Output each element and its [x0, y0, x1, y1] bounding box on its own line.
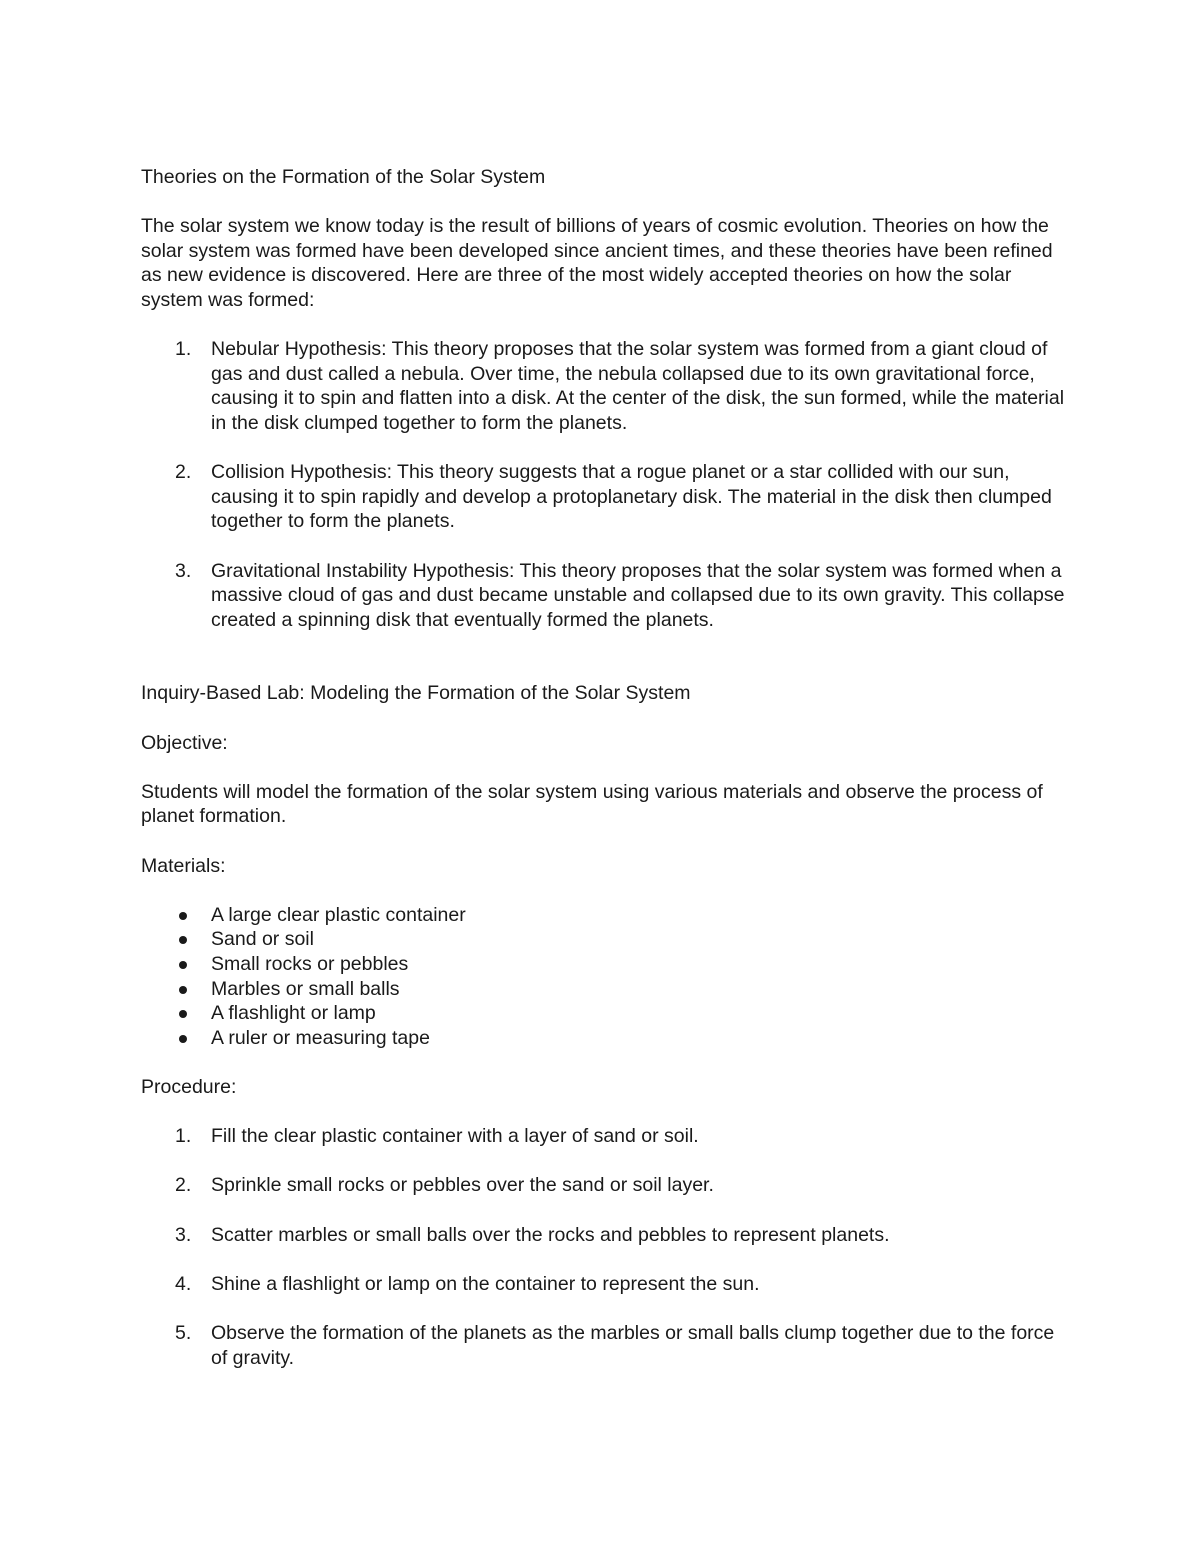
- material-text: A large clear plastic container: [211, 903, 466, 926]
- intro-paragraph: The solar system we know today is the result of billions of years of cosmic evolution. Theories on how the solar system was formed have been developed since ancient times, and these theories have been refined as new evidence is discovered. Here are three of the most widely accepted theories on how the solar system was formed:: [141, 215, 1053, 311]
- material-text: A ruler or measuring tape: [211, 1026, 430, 1049]
- procedure-list: [141, 1124, 1066, 1370]
- lab-title: Inquiry-Based Lab: Modeling the Formation of the Solar System: [141, 682, 691, 705]
- procedure-step: [141, 1272, 1066, 1297]
- procedure-step: [141, 1173, 1066, 1198]
- theory-item: [141, 559, 1066, 633]
- step-text: Fill the clear plastic container with a layer of sand or soil.: [211, 1125, 699, 1148]
- step-text: Shine a flashlight or lamp on the container to represent the sun.: [211, 1272, 760, 1295]
- materials-list: [141, 903, 1066, 1051]
- bullet-icon: [179, 1010, 187, 1018]
- objective-heading: Objective:: [141, 731, 228, 754]
- material-text: A flashlight or lamp: [211, 1002, 376, 1025]
- step-number: 5.: [175, 1321, 192, 1344]
- theory-text: Gravitational Instability Hypothesis: This theory proposes that the solar system was formed when a massive cloud of gas and dust became unstable and collapsed due to its own gravity. This collapse created a spinning disk that eventually formed the planets.: [211, 559, 1065, 631]
- document-page: [141, 165, 1066, 1395]
- material-text: Sand or soil: [211, 928, 314, 951]
- document-title: Theories on the Formation of the Solar System: [141, 166, 546, 188]
- procedure-step: [141, 1124, 1066, 1149]
- bullet-icon: [179, 1035, 187, 1043]
- material-item: [141, 952, 1066, 977]
- material-item: [141, 903, 1066, 928]
- bullet-icon: [179, 986, 187, 994]
- theories-list: [141, 337, 1066, 632]
- theory-number: 3.: [175, 559, 192, 582]
- step-number: 2.: [175, 1174, 192, 1197]
- materials-heading: Materials:: [141, 854, 226, 877]
- bullet-icon: [179, 961, 187, 969]
- procedure-step: [141, 1321, 1066, 1370]
- material-item: [141, 1001, 1066, 1026]
- step-number: 4.: [175, 1272, 192, 1295]
- step-number: 3.: [175, 1223, 192, 1246]
- theory-number: 1.: [175, 338, 192, 361]
- procedure-step: [141, 1223, 1066, 1248]
- theory-text: Collision Hypothesis: This theory suggests that a rogue planet or a star collided with our sun, causing it to spin rapidly and develop a protoplanetary disk. The material in the disk then clumped together to form the planets.: [211, 461, 1052, 533]
- material-text: Small rocks or pebbles: [211, 953, 409, 975]
- theory-item: [141, 337, 1066, 435]
- bullet-icon: [179, 912, 187, 920]
- material-text: Marbles or small balls: [211, 977, 400, 1000]
- material-item: [141, 1026, 1066, 1051]
- material-item: [141, 977, 1066, 1002]
- theory-item: [141, 460, 1066, 534]
- step-text: Sprinkle small rocks or pebbles over the sand or soil layer.: [211, 1174, 714, 1197]
- step-number: 1.: [175, 1125, 192, 1148]
- step-text: Observe the formation of the planets as the marbles or small balls clump together due to the force of gravity.: [211, 1321, 1055, 1369]
- bullet-icon: [179, 936, 187, 944]
- theory-number: 2.: [175, 461, 192, 484]
- section-spacer: [141, 657, 1066, 682]
- material-item: [141, 927, 1066, 952]
- step-text: Scatter marbles or small balls over the rocks and pebbles to represent planets.: [211, 1223, 890, 1246]
- objective-text: Students will model the formation of the solar system using various materials and observe the process of planet formation.: [141, 780, 1043, 828]
- procedure-heading: Procedure:: [141, 1075, 237, 1098]
- theory-text: Nebular Hypothesis: This theory proposes that the solar system was formed from a giant cloud of gas and dust called a nebula. Over time, the nebula collapsed due to its own gravitational force, causing it to spin and flatten into a disk. At the center of the disk, the sun formed, while the material in the disk clumped together to form the planets.: [211, 338, 1065, 434]
